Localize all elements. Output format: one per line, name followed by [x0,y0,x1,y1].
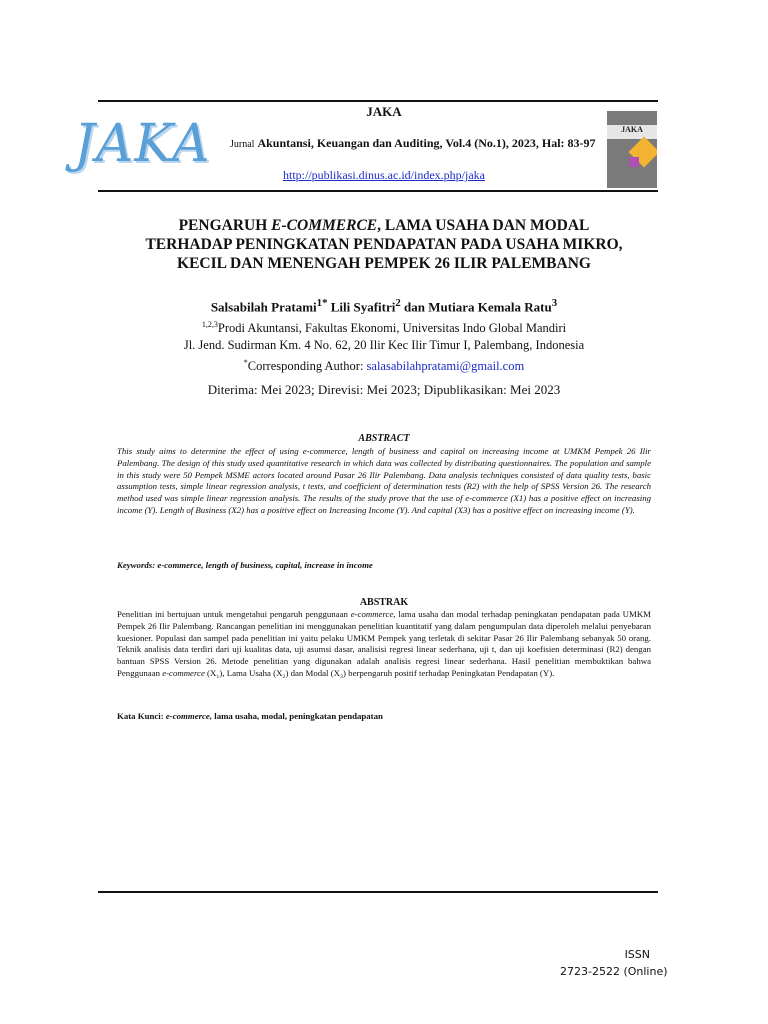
journal-full-name: Akuntansi, Keuangan dan Auditing, Vol.4 (No.1), 2023, Hal: 83-97 [257,136,596,150]
header-bottom-rule [98,190,658,192]
author-list: Salsabilah Pratami$^{1*}$ Lili Syafitri$^2$ dan Mutiara Kemala Ratu$^3$ [210,297,558,315]
publication-dates: Diterima: Mei 2023; Direvisi: Mei 2023; Dipublikasikan: Mei 2023 [207,382,561,397]
issn-label: ISSN [624,948,650,961]
journal-logo: JAKA [74,114,211,174]
cover-square-shape [629,157,639,167]
article-title [0,216,768,273]
title-line-3: KECIL DAN MENENGAH PEMPEK 26 ILIR PALEMBANG [177,255,591,272]
cover-label: JAKA [607,125,657,139]
corresponding-author: *Corresponding Author: salasabilahpratami@gmail.com [243,358,525,374]
journal-cover-image [607,111,657,188]
header-top-rule [98,100,658,102]
journal-citation [230,136,596,151]
affiliation-line-1: $^{1,2,3}$Prodi Akuntansi, Fakultas Ekonomi, Universitas Indo Global Mandiri [201,320,567,336]
abstract-en-heading: ABSTRACT [358,433,410,444]
journal-prefix: Jurnal [230,139,255,150]
issn-block [560,946,668,980]
abstract-id-heading: ABSTRAK [359,597,409,608]
abstract-en-body: This study aims to determine the effect of using e-commerce, length of business and capital on increasing income at UMKM Pempek 26 Ilir Palembang. The design of this study used quantitative research in which data was collected by distributing questionnaires. The population and sample in this study were 50 Pempek MSME actors located around Pasar 26 Ilir Palembang. Data analysis techniques consisted of data quality tests, basic assumption tests, simple linear regression analysis, t tests, and coefficient of determination tests (R2) with the help of SPSS Version 26. The research method used was simple linear regression analysis. The results of the study prove that the use of e-commerce (X1) has a positive effect on increasing income (Y). Length of Business (X2) has a positive effect on Increasing Income (Y). And capital (X3) has a positive effect on increasing income (Y). [117,446,651,515]
issn-value: 2723-2522 (Online) [560,965,668,978]
journal-short-title: JAKA [366,104,402,119]
abstract-id-body: Penelitian ini bertujuan untuk mengetahui pengaruh penggunaan e-commerce, lama usaha dan modal terhadap peningkatan pendapatan pada UMKM Pempek 26 Ilir Palembang. Rancangan penelitian ini menggunakan penelitian kuantitatif yang dalam pengumpulan data diperoleh melalui penyebaran kuesioner. Populasi dan sampel pada penelitian ini yaitu pelaku UMKM Pempek yang terletak di sekitar Pasar 26 Ilir Palembang sebanyak 50 orang. Teknik analisis data terdiri dari uji kualitas data, uji asumsi dasar, analisisi regresi linear sederhana, uji t, dan uji koefisien determinasi (R2) dengan bantuan SPSS Version 26. Metode penelitian yang digunakan adalah analisis regresi linear sederhana. Hasil penelitian membuktikan bahwa Penggunaan e-commerce (X₁), Lama Usaha (X₂) dan Modal (X₃) berpengaruh positif terhadap Peningkatan Pendapatan (Y). [117,609,651,678]
title-line-1: PENGARUH E-COMMERCE, LAMA USAHA DAN MODAL [178,217,590,234]
journal-url-link[interactable]: http://publikasi.dinus.ac.id/index.php/jaka [283,168,485,182]
abstract-id-keywords: Kata Kunci: e-commerce, lama usaha, modal, peningkatan pendapatan [117,711,383,721]
abstract-en-keywords: Keywords: e-commerce, length of business, capital, increase in income [117,560,373,570]
footer-rule [98,891,658,893]
title-line-2: TERHADAP PENINGKATAN PENDAPATAN PADA USAHA MIKRO, [145,236,623,253]
affiliation-line-2: Jl. Jend. Sudirman Km. 4 No. 62, 20 Ilir Kec Ilir Timur I, Palembang, Indonesia [183,338,585,353]
corresponding-email-link[interactable]: salasabilahpratami@gmail.com [366,359,525,374]
affiliations [0,316,768,375]
